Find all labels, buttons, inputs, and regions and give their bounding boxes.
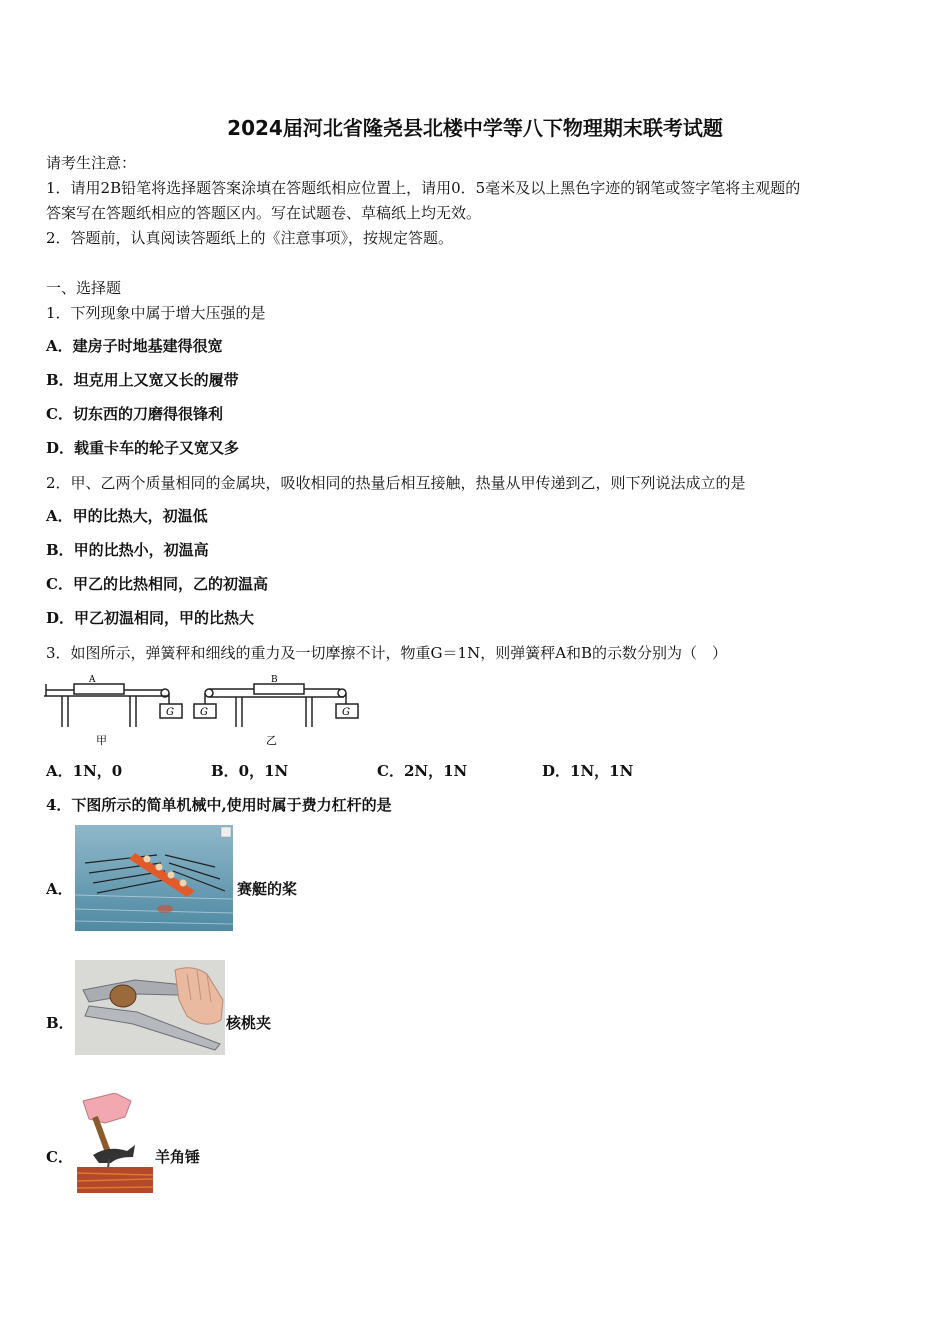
- figure-label-yi: 乙: [266, 734, 277, 747]
- q4-stem: 4．下图所示的简单机械中,使用时属于费力杠杆的是: [46, 796, 392, 814]
- q2-option-c: C．甲乙的比热相同，乙的初温高: [46, 575, 268, 593]
- q4-option-c-letter: C．: [46, 1148, 73, 1166]
- q4-option-a-text: 赛艇的桨: [237, 880, 298, 898]
- weight-g-right: G: [342, 707, 350, 718]
- weight-g-middle: G: [200, 707, 208, 718]
- q4-option-a-letter: A．: [46, 880, 73, 898]
- q2-stem: 2．甲、乙两个质量相同的金属块，吸收相同的热量后相互接触，热量从甲传递到乙，则下列说法成立的是: [46, 474, 746, 492]
- notice-line-1b: 答案写在答题纸相应的答题区内。写在试题卷、草稿纸上均无效。: [46, 204, 482, 222]
- notice-heading: 请考生注意：: [46, 154, 137, 172]
- q1-option-a: A．建房子时地基建得很宽: [46, 337, 223, 355]
- figure-label-jia: 甲: [96, 734, 107, 747]
- q1-stem: 1．下列现象中属于增大压强的是: [46, 304, 266, 322]
- q2-option-a: A．甲的比热大，初温低: [46, 507, 208, 525]
- notice-line-2: 2．答题前，认真阅读答题纸上的《注意事项》，按规定答题。: [46, 229, 454, 247]
- q4-option-c-text: 羊角锤: [155, 1148, 201, 1166]
- spring-scale-figure: [44, 672, 364, 752]
- rowing-boat-image: [75, 825, 233, 931]
- q3-option-c: C．2N，1N: [377, 762, 468, 780]
- q3-option-b: B．0，1N: [211, 762, 289, 780]
- weight-g-left: G: [166, 707, 174, 718]
- page-title: 2024届河北省隆尧县北楼中学等八下物理期末联考试题: [227, 116, 723, 140]
- q1-option-b: B．坦克用上又宽又长的履带: [46, 371, 239, 389]
- q3-option-a: A．1N，0: [46, 762, 123, 780]
- q2-option-b: B．甲的比热小，初温高: [46, 541, 209, 559]
- nutcracker-image: [75, 960, 225, 1055]
- q2-option-d: D．甲乙初温相同，甲的比热大: [46, 609, 255, 627]
- q3-option-d: D．1N，1N: [542, 762, 634, 780]
- scale-a-label: A: [89, 675, 96, 685]
- q1-option-d: D．载重卡车的轮子又宽又多: [46, 439, 240, 457]
- section-heading: 一、选择题: [46, 279, 122, 297]
- q4-option-b-text: 核桃夹: [226, 1014, 272, 1032]
- notice-line-1a: 1．请用2B铅笔将选择题答案涂填在答题纸相应位置上，请用0．5毫米及以上黑色字迹的钢笔或签字笔将主观题的: [46, 179, 801, 197]
- claw-hammer-image: [75, 1093, 155, 1195]
- q4-option-b-letter: B．: [46, 1014, 74, 1032]
- scale-b-label: B: [271, 675, 278, 685]
- q3-stem: 3．如图所示，弹簧秤和细线的重力及一切摩擦不计，物重G＝1N，则弹簧秤A和B的示数分别为（ ）: [46, 644, 728, 662]
- q1-option-c: C．切东西的刀磨得很锋利: [46, 405, 223, 423]
